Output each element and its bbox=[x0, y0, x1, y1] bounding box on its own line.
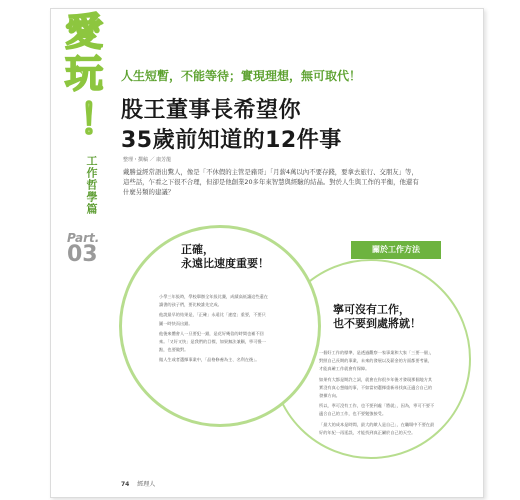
section1-headline-line2: 永遠比速度重要！ bbox=[181, 257, 269, 270]
section2-body bbox=[319, 349, 435, 445]
decorative-title-love: 愛 bbox=[65, 10, 104, 54]
decorative-title-play: 玩 bbox=[65, 52, 104, 96]
article-credits: 整理・撰稿 ／ 康芳龍 bbox=[123, 157, 172, 163]
part-label: Part. bbox=[67, 231, 100, 245]
section2-paragraph: 所以，寧可沒有工作，也不要到處「將就」，因為，寧可不要不適合自己的工作，也不要勉強接受。 bbox=[319, 403, 435, 417]
article-subtitle: 人生短暫，不能等待；實現理想，無可取代！ bbox=[121, 69, 362, 83]
page-number: 74 bbox=[121, 481, 130, 488]
article-intro: 戴勝益經常語出驚人，像是「不休假的主管是豬哥」「月薪4萬以內不要存錢，要拿去旅行、交朋友」等，這些話，乍看之下很不合理，但卻是他創業20多年來智慧與經驗的結晶。對於人生與工作的平衡，他還有什麼另類的建議？ bbox=[123, 168, 419, 196]
section1-paragraph: 小學三年級時，學校舉辦全年級比賽，成績高低讓這些還在讀書的孩子們，要比較誰先完成。 bbox=[159, 294, 268, 308]
magazine-name: 經理人 bbox=[137, 481, 156, 488]
section2-paragraph: 一個好工作的標準，是透過觀察一家事業和大家「三要一個」，對照自己長期的事業，未來的發展以及薪金的方面都要考量，才能真確工作就會有保障。 bbox=[319, 350, 435, 372]
decorative-title-exclamation: ！ bbox=[79, 97, 119, 143]
section1-paragraph: 他後來體會人一旦要犯一錯，是花好幾倍的時間也補不回來。「又好又快」是我們的目標，如果無法兼顧，寧可慢一點，也要做對。 bbox=[159, 330, 266, 353]
section2-headline bbox=[333, 303, 443, 331]
section1-paragraph: 他說最早的結果是，「正確」永遠比「速度」重要，不要只圖一時快而出錯。 bbox=[159, 312, 266, 326]
section2-headline-line2: 也不要到處將就！ bbox=[333, 317, 421, 330]
section1-headline-line1: 正確， bbox=[181, 243, 214, 256]
article-title-line2: 35歲前知道的12件事 bbox=[121, 128, 342, 153]
section1-paragraph: 做人生或者選擇事業中，「品格修養為主、名利在後」。 bbox=[159, 357, 260, 363]
magazine-page bbox=[50, 8, 484, 498]
section-label-vertical: 工作哲學篇 bbox=[85, 155, 98, 215]
part-number: 03 bbox=[67, 242, 98, 267]
page-footer bbox=[121, 479, 155, 488]
section2-paragraph: 「最大的成本是時間，最大的敵人是自己」，在職場中不要在最好的年紀一再延誤，才能找到真正屬於自己的天空。 bbox=[319, 421, 435, 435]
section2-paragraph: 如果有大都是期許之詞，就會在你很多年後才發現那個地方其實沒有真心想做的事，不如當初選擇重新尋找真正適合自己的發揮方向。 bbox=[319, 376, 433, 399]
topic-tag bbox=[351, 241, 441, 259]
section1-headline bbox=[181, 243, 281, 271]
section2-headline-line1: 寧可沒有工作， bbox=[333, 303, 410, 316]
topic-tag-label: 關於工作方法 bbox=[372, 245, 420, 254]
section1-body bbox=[159, 293, 269, 403]
article-title-line1: 股王董事長希望你 bbox=[121, 98, 302, 123]
